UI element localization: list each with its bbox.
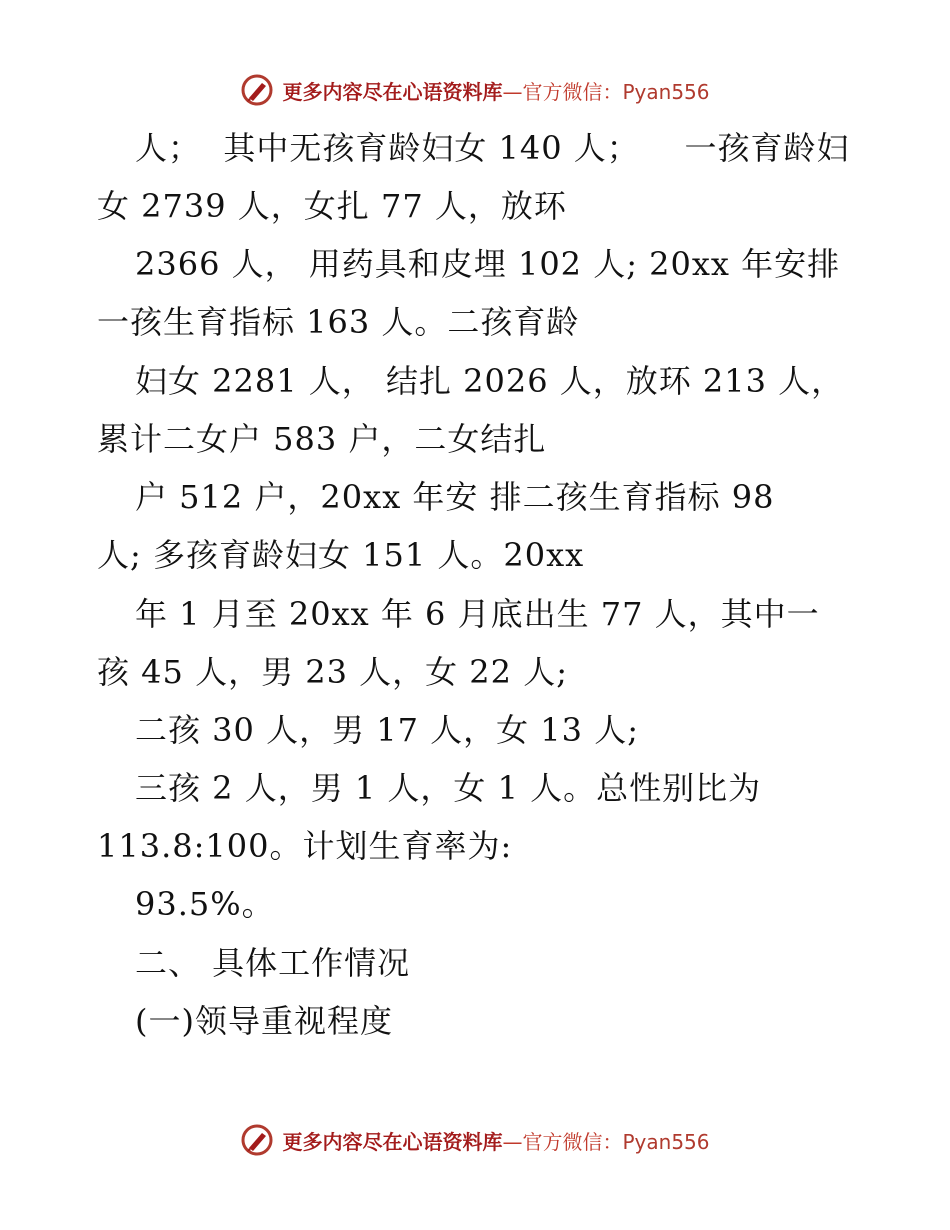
subsection-heading: (一)领导重视程度 bbox=[135, 1002, 393, 1040]
body-line: 三孩 2 人，男 1 人，女 1 人。总性别比为 bbox=[135, 769, 762, 807]
body-line: 一孩生育指标 163 人。二孩育龄 bbox=[97, 303, 580, 341]
body-line: 女 2739 人，女扎 77 人，放环 bbox=[97, 187, 567, 225]
body-line: 累计二女户 583 户，二女结扎 bbox=[97, 420, 547, 458]
body-line: 妇女 2281 人， 结扎 2026 人，放环 213 人， bbox=[135, 362, 845, 400]
footer-banner-text bbox=[282, 1126, 709, 1155]
body-line: 二孩 30 人，男 17 人，女 13 人; bbox=[135, 711, 639, 749]
body-line: 113.8:100。计划生育率为: bbox=[97, 827, 513, 865]
body-line: 93.5%。 bbox=[135, 885, 275, 923]
footer-brand-text: 更多内容尽在心语资料库 bbox=[282, 1129, 503, 1154]
body-line: 2366 人， 用药具和皮埋 102 人; 20xx 年安排 bbox=[135, 245, 841, 283]
body-line: 孩 45 人，男 23 人，女 22 人; bbox=[97, 653, 568, 691]
header-brand-text: 更多内容尽在心语资料库 bbox=[282, 79, 503, 104]
header-wechat-label: 官方微信： bbox=[522, 79, 623, 104]
header-banner-text bbox=[282, 76, 709, 105]
body-line: 人; 多孩育龄妇女 151 人。20xx bbox=[97, 536, 585, 574]
body-line: 人； 其中无孩育龄妇女 140 人； 一孩育龄妇 bbox=[135, 129, 850, 167]
header-separator: — bbox=[502, 79, 523, 104]
section-heading: 二、 具体工作情况 bbox=[135, 944, 411, 982]
header-banner bbox=[0, 70, 950, 110]
footer-wechat-label: 官方微信： bbox=[522, 1129, 623, 1154]
footer-separator: — bbox=[502, 1129, 523, 1154]
pen-logo-icon bbox=[240, 1123, 274, 1157]
footer-banner bbox=[0, 1120, 950, 1160]
body-line: 户 512 户，20xx 年安 排二孩生育指标 98 bbox=[135, 478, 775, 516]
header-wechat-id: Pyan556 bbox=[622, 79, 710, 104]
pen-logo-icon bbox=[240, 73, 274, 107]
body-line: 年 1 月至 20xx 年 6 月底出生 77 人，其中一 bbox=[135, 595, 820, 633]
footer-wechat-id: Pyan556 bbox=[622, 1129, 710, 1154]
